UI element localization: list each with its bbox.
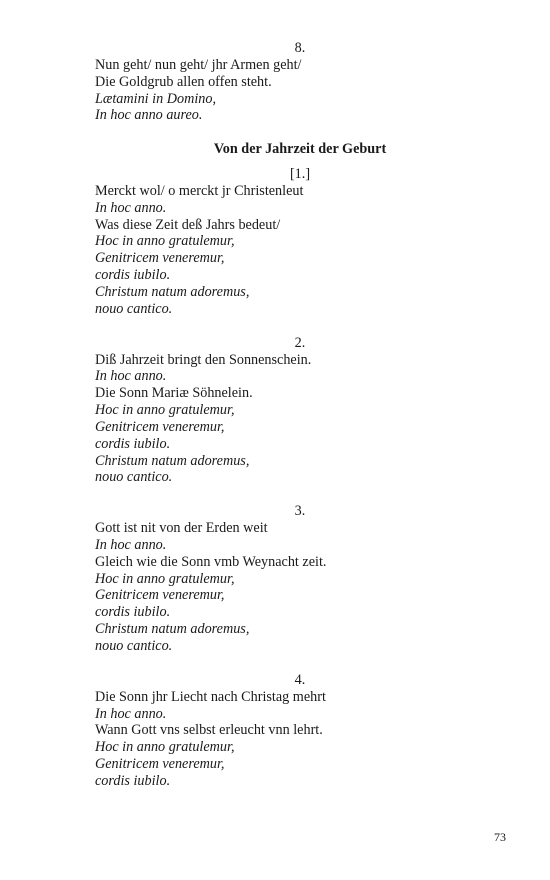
stanza-3 (95, 503, 515, 655)
stanza-1 (95, 166, 515, 318)
verse-line-latin: In hoc anno. (95, 199, 167, 216)
verse-line-latin: cordis iubilo. (95, 772, 171, 789)
verse-line: Die Sonn jhr Liecht nach Christag mehrt (95, 688, 326, 705)
verse-line-latin: nouo cantico. (95, 300, 173, 317)
poem-text (95, 40, 515, 790)
verse-line-latin: Genitricem veneremur, (95, 418, 225, 435)
verse-line: Wann Gott vns selbst erleucht vnn lehrt. (95, 722, 323, 739)
verse-line-latin: nouo cantico. (95, 638, 173, 654)
stanza-2 (95, 335, 515, 487)
verse-line-latin: cordis iubilo. (95, 267, 171, 284)
stanza-number: 4. (294, 671, 306, 688)
verse-line-latin: Hoc in anno gratulemur, (95, 739, 235, 756)
verse-line: Die Goldgrub allen offen steht. (95, 73, 272, 90)
song-title: Von der Jahrzeit der Geburt (213, 141, 387, 158)
verse-line: Was diese Zeit deß Jahrs bedeut/ (95, 216, 281, 233)
verse-line-latin: Christum natum adoremus, (95, 621, 250, 638)
verse-line-latin: cordis iubilo. (95, 435, 171, 452)
stanza-number: 3. (294, 503, 306, 520)
verse-line: Gott ist nit von der Erden weit (95, 520, 268, 537)
stanza-number: 8. (294, 40, 306, 56)
verse-line-latin: Hoc in anno gratulemur, (95, 570, 235, 587)
verse-line: Merckt wol/ o merckt jr Christenleut (95, 182, 304, 199)
verse-line-latin: Christum natum adoremus, (95, 452, 250, 469)
verse-line-latin: cordis iubilo. (95, 604, 171, 621)
verse-line-latin: In hoc anno. (95, 368, 167, 385)
verse-line-latin: Genitricem veneremur, (95, 587, 225, 604)
verse-line-latin: Christum natum adoremus, (95, 283, 250, 300)
verse-line-latin: Hoc in anno gratulemur, (95, 402, 235, 419)
verse-line-latin: Genitricem veneremur, (95, 756, 225, 773)
stanza-number: [1.] (289, 166, 311, 183)
verse-line: Die Sonn Mariæ Söhnelein. (95, 385, 253, 402)
verse-line: Gleich wie die Sonn vmb Weynacht zeit. (95, 553, 327, 570)
verse-line-latin: Hoc in anno gratulemur, (95, 233, 235, 250)
verse-line-latin: In hoc anno aureo. (95, 107, 203, 124)
stanza-4 (95, 672, 515, 790)
verse-line-latin: In hoc anno. (95, 536, 167, 553)
verse-line-latin: In hoc anno. (95, 705, 167, 722)
page-number: 73 (494, 830, 506, 844)
verse-line-latin: Genitricem veneremur, (95, 250, 225, 267)
verse-line-latin: nouo cantico. (95, 469, 173, 486)
stanza-number: 2. (294, 334, 306, 351)
verse-line: Nun geht/ nun geht/ jhr Armen geht/ (95, 56, 302, 73)
verse-line: Diß Jahrzeit bringt den Sonnenschein. (95, 351, 312, 368)
verse-line-latin: Lætamini in Domino, (95, 90, 217, 107)
stanza-8 (95, 40, 515, 124)
